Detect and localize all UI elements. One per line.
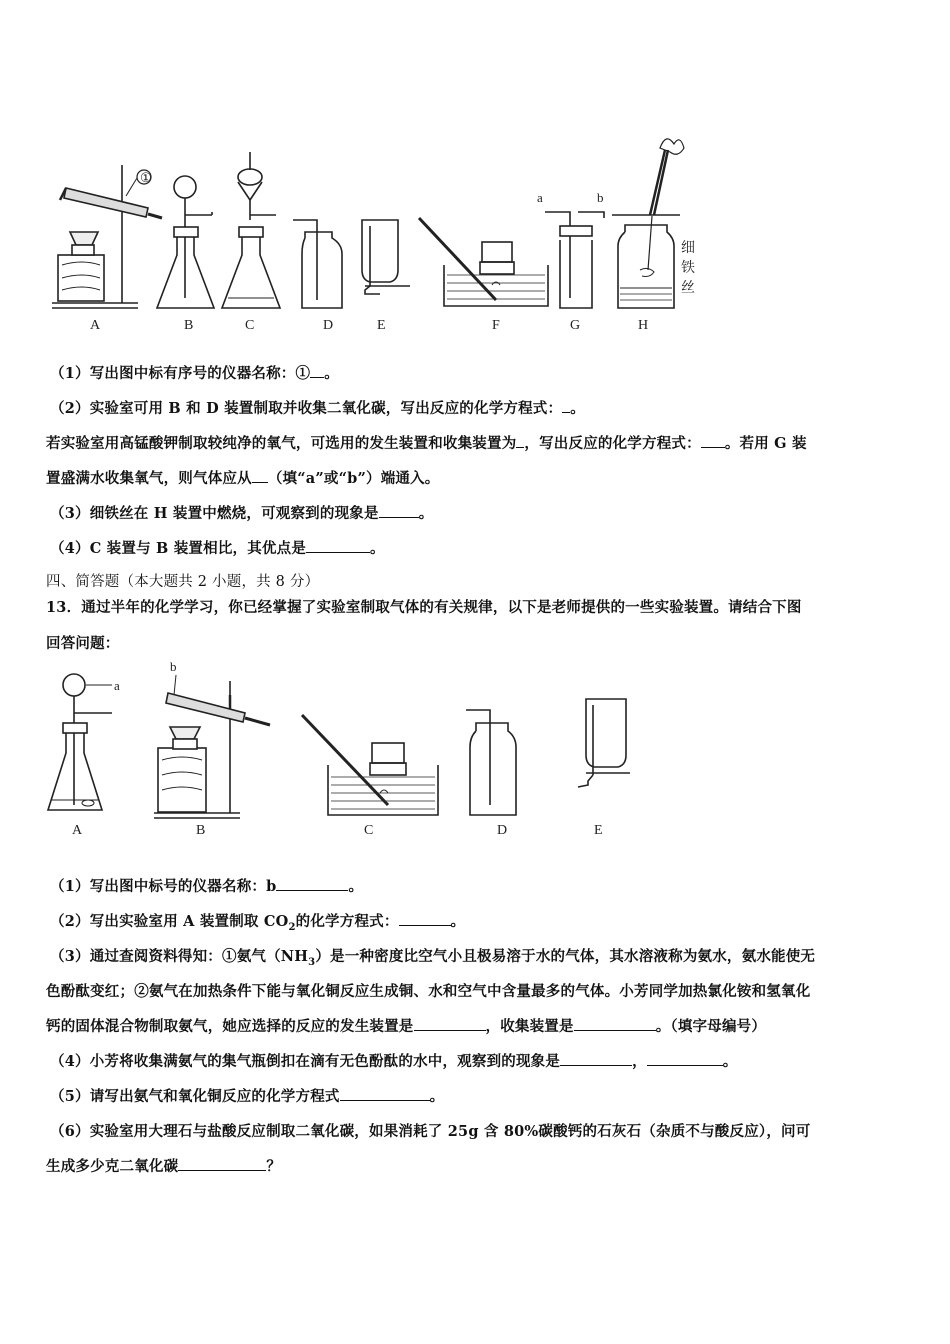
q12-label-d: D <box>323 318 334 333</box>
q13-label-c: C <box>364 823 374 838</box>
apparatus-f <box>419 218 548 306</box>
q13-answer-blank-7[interactable] <box>340 1086 430 1101</box>
q12-label-h: H <box>638 318 649 333</box>
q12-label-c: C <box>245 318 255 333</box>
q13-label-tube-b: b <box>170 659 177 674</box>
q13-label-a: A <box>72 823 83 838</box>
q13-part3-line3: 钙的固体混合物制取氨气，她应选择的反应的发生装置是 ，收集装置是 。（填字母编号） <box>46 1018 767 1035</box>
q12-part2: （2）实验室可用 B 和 D 装置制取并收集二氧化碳，写出反应的化学方程式： 。 <box>50 400 585 417</box>
q13-part1: （1）写出图中标号的仪器名称：b 。 <box>50 878 364 895</box>
q12-answer-blank-1[interactable] <box>310 363 324 378</box>
q13-answer-blank-3[interactable] <box>414 1016 486 1031</box>
q12-label-f: F <box>492 318 500 333</box>
q12-label-a: A <box>90 318 101 333</box>
q13-apparatus-c <box>302 715 438 815</box>
q13-part5: （5）请写出氨气和氧化铜反应的化学方程式 。 <box>50 1088 445 1105</box>
q13-label-d: D <box>497 823 508 838</box>
q13-part4: （4）小芳将收集满氨气的集气瓶倒扣在滴有无色酚酞的水中，观察到的现象是 ， 。 <box>50 1053 738 1070</box>
apparatus-c <box>222 152 280 308</box>
q13-apparatus-b <box>154 659 270 818</box>
h-side-char-3: 丝 <box>681 280 695 296</box>
apparatus-b <box>157 176 214 308</box>
h-side-char-1: 细 <box>681 240 695 256</box>
apparatus-h <box>612 139 695 308</box>
q12-part2-g-direction: 置盛满水收集氧气，则气体应从 （填“a”或“b”）端通入。 <box>46 470 440 487</box>
q13-answer-blank-6[interactable] <box>647 1051 723 1066</box>
apparatus-g <box>537 190 604 308</box>
q12-label-e: E <box>377 318 386 333</box>
q12-label-b: B <box>184 318 194 333</box>
q12-part1: （1）写出图中标有序号的仪器名称：① 。 <box>50 365 339 382</box>
q12-answer-blank-6[interactable] <box>379 503 419 518</box>
section-4-title: 四、简答题（本大题共 2 小题，共 8 分） <box>46 574 320 590</box>
q12-answer-blank-4[interactable] <box>701 433 725 448</box>
q13-answer-blank-5[interactable] <box>560 1051 632 1066</box>
q13-answer-blank-4[interactable] <box>574 1016 656 1031</box>
q13-part6-line2: 生成多少克二氧化碳 ？ <box>46 1158 282 1175</box>
q13-label-e: E <box>594 823 603 838</box>
g-label-b: b <box>597 190 604 205</box>
q12-answer-blank-5[interactable] <box>252 468 268 483</box>
q13-part2: （2）写出实验室用 A 装置制取 $CO_2$的化学方程式： 。 <box>50 913 466 933</box>
q12-label-g: G <box>570 318 581 333</box>
h-side-char-2: 铁 <box>681 260 695 276</box>
q13-apparatus-a <box>48 674 112 810</box>
q12-part4: （4）C 装置与 B 装置相比，其优点是 。 <box>50 540 385 557</box>
q13-apparatus-e <box>578 699 630 787</box>
q13-part3-line2: 色酚酞变红；②氨气在加热条件下能与氧化铜反应生成铜、水和空气中含量最多的气体。小芳同学加热氯化铵和氢氧化 <box>46 983 811 1000</box>
q13-part6-line1: （6）实验室用大理石与盐酸反应制取二氧化碳，如果消耗了 25g 含 80%碳酸钙的石灰石（杂质不与酸反应），问可 <box>50 1123 811 1140</box>
apparatus-d <box>293 220 342 308</box>
q13-label-b: B <box>196 823 206 838</box>
g-label-a: a <box>537 190 543 205</box>
apparatus-a <box>52 165 162 308</box>
q13-intro-line2: 回答问题： <box>46 635 120 652</box>
q13-answer-blank-8[interactable] <box>178 1156 266 1171</box>
apparatus-e <box>362 220 410 294</box>
q13-part3-line1: （3）通过查阅资料得知：①氨气$(NH_3)$是一种密度比空气小且极易溶于水的气体，其水溶液称为氨水，氨水能使无 <box>50 948 816 968</box>
q12-answer-blank-7[interactable] <box>306 538 370 553</box>
q13-apparatus-d <box>466 710 516 815</box>
q13-answer-blank-2[interactable] <box>399 911 451 926</box>
marker-1: ① <box>140 171 152 186</box>
q13-answer-blank-1[interactable] <box>276 876 348 891</box>
q13-intro-line1: 13．通过半年的化学学习，你已经掌握了实验室制取气体的有关规律，以下是老师提供的一些实验装置。请结合下图 <box>46 599 802 616</box>
q12-apparatus-figure <box>40 120 720 340</box>
q13-apparatus-figure <box>40 655 640 845</box>
q13-label-tube-a: a <box>114 678 120 693</box>
q12-part2-oxygen: 若实验室用高锰酸钾制取较纯净的氧气，可选用的发生装置和收集装置为 ，写出反应的化学方程式： 。若用 G 装 <box>46 435 807 452</box>
q12-part3: （3）细铁丝在 H 装置中燃烧，可观察到的现象是 。 <box>50 505 434 522</box>
